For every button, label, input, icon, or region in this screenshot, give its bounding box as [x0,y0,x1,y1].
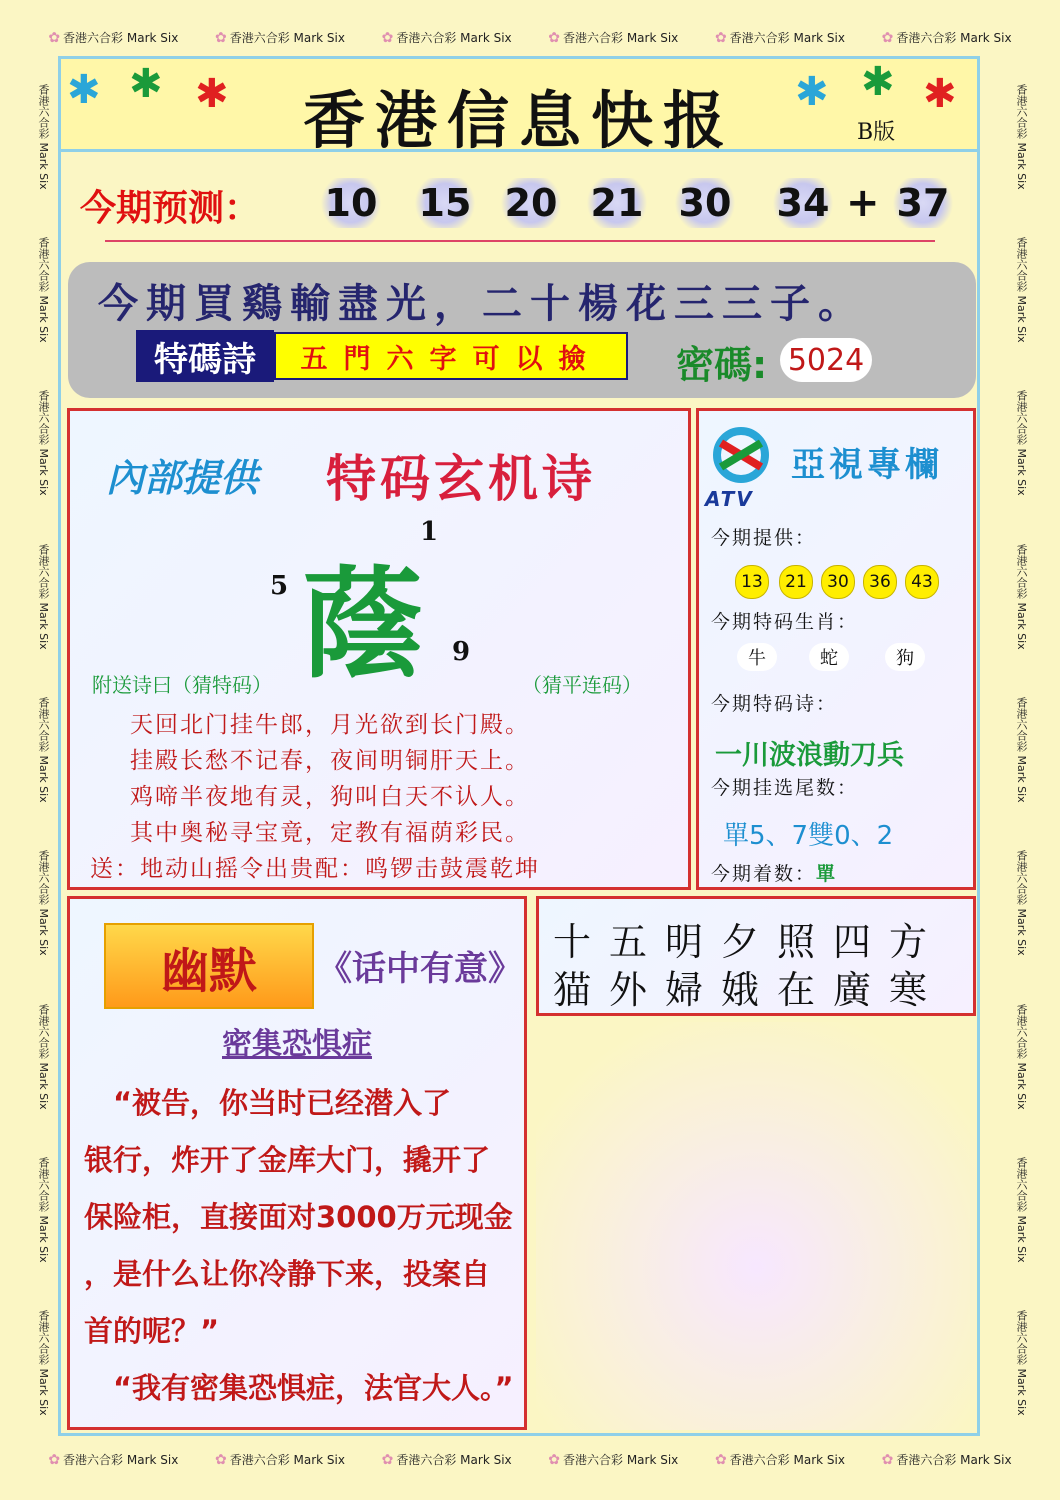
border-label: 香港六合彩 Mark Six [1015,697,1028,803]
border-label: ✿ 香港六合彩 Mark Six [548,1451,679,1468]
left-border [30,60,56,1440]
poem-line: 挂殿长愁不记春，夜间明铜肝天上。 [130,748,530,774]
calligraphy-line: 猫外婦娥在廣寒 [553,968,946,1012]
number-ball: 21 [779,565,813,599]
joke-line: ，是什么让你冷静下来，投案自 [84,1257,491,1291]
right-border [1008,60,1034,1440]
parity-label: 今期着数：單 [711,863,838,885]
riddle-number: 9 [452,637,471,667]
prediction-number: 34 [768,178,838,228]
humor-panel [67,896,527,1430]
edition-label: B版 [857,120,896,145]
flower-icon: ✿ [214,29,227,46]
poem-line: 天回北门挂牛郎，月光欲到长门殿。 [130,712,530,738]
joke-line: “我有密集恐惧症，法官大人。” [84,1371,514,1405]
page-title: 香港信息快报 [302,84,735,157]
riddle-character: 蔭 [302,554,422,695]
star-icon: ✱ [923,71,957,117]
border-label: 香港六合彩 Mark Six [37,390,50,497]
slogan-panel [68,262,976,398]
number-ball: 36 [863,565,897,599]
star-icon: ✱ [795,69,829,115]
border-label: 香港六合彩 Mark Six [1015,543,1028,650]
border-label: 香港六合彩 Mark Six [37,543,50,650]
atv-logo-icon [711,425,771,485]
border-label: ✿ 香港六合彩 Mark Six [714,29,845,46]
border-label: 香港六合彩 Mark Six [37,1003,50,1110]
zodiac-label: 今期特码生肖： [711,611,859,633]
prediction-number: 21 [582,178,652,228]
border-label: 香港六合彩 Mark Six [1015,1003,1028,1110]
number-ball: 13 [735,565,769,599]
zodiac-item: 狗 [885,643,925,671]
border-label: 香港六合彩 Mark Six [1015,83,1028,190]
calligraphy-line: 十五明夕照四方 [553,920,946,964]
divider [105,240,935,242]
internal-label: 內部提供 [106,456,259,500]
flower-icon: ✿ [714,1451,727,1468]
riddle-number: 1 [420,517,439,547]
atv-poem: 一川波浪動刀兵 [715,740,904,771]
te-ma-shi-text: 五門六字可以撿 [274,332,628,380]
border-label: 香港六合彩 Mark Six [37,83,50,190]
riddle-number: 5 [270,571,289,601]
flower-icon: ✿ [548,1451,561,1468]
prediction-number: 10 [316,178,386,228]
provide-label: 今期提供： [711,527,817,549]
star-icon: ✱ [195,71,229,117]
border-label: 香港六合彩 Mark Six [1015,1310,1028,1417]
humor-subtitle: 《话中有意》 [318,949,522,989]
joke-line: 银行，炸开了金库大门，撬开了 [84,1143,491,1177]
header [61,59,977,157]
prediction-number: 15 [410,178,480,228]
border-label: ✿ 香港六合彩 Mark Six [48,1451,179,1468]
border-label: 香港六合彩 Mark Six [1015,1157,1028,1263]
tail-label: 今期挂选尾数： [711,777,859,799]
zodiac-item: 牛 [737,643,777,671]
humor-badge: 幽默 [104,923,314,1009]
border-label: ✿ 香港六合彩 Mark Six [381,1451,512,1468]
parity-value: 單 [816,863,838,885]
joke-line: 首的呢？” [84,1314,220,1348]
calligraphy-panel [536,896,976,1016]
border-label: 香港六合彩 Mark Six [37,697,50,803]
border-label: 香港六合彩 Mark Six [37,1157,50,1263]
flower-icon: ✿ [214,1451,227,1468]
flower-icon: ✿ [48,1451,61,1468]
joke-line: 保险柜，直接面对3000万元现金 [84,1200,513,1234]
border-label: ✿ 香港六合彩 Mark Six [214,1451,345,1468]
flower-icon: ✿ [714,29,727,46]
joke-title: 密集恐惧症 [222,1027,372,1062]
prediction-row [70,170,970,234]
poem-label: 今期特码诗： [711,693,838,715]
border-label: ✿ 香港六合彩 Mark Six [381,29,512,46]
riddle-panel [67,408,691,890]
riddle-poem [90,707,540,887]
poem-line: 送：地动山摇令出贵配：鸣锣击鼓震乾坤 [90,856,540,882]
flower-icon: ✿ [48,29,61,46]
star-icon: ✱ [67,67,101,113]
top-border [30,22,1030,52]
prediction-number: 30 [670,178,740,228]
special-number: 37 [888,178,958,228]
riddle-subtitle: （猜平连码） [522,673,642,697]
border-label: 香港六合彩 Mark Six [37,237,50,343]
border-label: ✿ 香港六合彩 Mark Six [548,29,679,46]
tail-value: 單5、7雙0、2 [723,821,894,851]
border-label: 香港六合彩 Mark Six [1015,850,1028,957]
border-label: ✿ 香港六合彩 Mark Six [48,29,179,46]
border-label: 香港六合彩 Mark Six [37,850,50,957]
star-icon: ✱ [861,59,895,105]
border-label: ✿ 香港六合彩 Mark Six [214,29,345,46]
joke-line: “被告，你当时已经潜入了 [84,1086,452,1120]
number-ball: 30 [821,565,855,599]
flower-icon: ✿ [381,1451,394,1468]
bottom-border [30,1444,1030,1474]
prediction-label: 今期预测： [80,188,261,229]
password-value: 5024 [780,338,872,382]
border-label: ✿ 香港六合彩 Mark Six [881,29,1012,46]
flower-icon: ✿ [548,29,561,46]
te-ma-shi-label: 特碼詩 [136,330,274,382]
riddle-subtitle: 附送诗曰（猜特码） [92,673,272,697]
atv-panel [696,408,976,890]
plus-sign: + [846,180,880,226]
border-label: 香港六合彩 Mark Six [1015,237,1028,343]
poem-line: 鸡啼半夜地有灵，狗叫白天不认人。 [130,784,530,810]
border-label: 香港六合彩 Mark Six [1015,390,1028,497]
prediction-number: 20 [496,178,566,228]
number-ball: 43 [905,565,939,599]
border-label: ✿ 香港六合彩 Mark Six [881,1451,1012,1468]
poem-line: 其中奥秘寻宝竟，定教有福荫彩民。 [130,820,530,846]
atv-title: 亞視專欄 [791,445,943,485]
flower-icon: ✿ [881,29,894,46]
flower-icon: ✿ [381,29,394,46]
atv-logo-text: ATV [705,487,754,511]
blank-area [536,1022,976,1430]
star-icon: ✱ [129,61,163,107]
flower-icon: ✿ [881,1451,894,1468]
password-label: 密碼: [676,343,768,387]
border-label: 香港六合彩 Mark Six [37,1310,50,1417]
joke-text [84,1075,524,1417]
riddle-title: 特码玄机诗 [326,450,596,508]
zodiac-item: 蛇 [809,643,849,671]
slogan-text: 今期買鷄輸盡光，二十楊花三三子。 [98,281,866,327]
border-label: ✿ 香港六合彩 Mark Six [714,1451,845,1468]
